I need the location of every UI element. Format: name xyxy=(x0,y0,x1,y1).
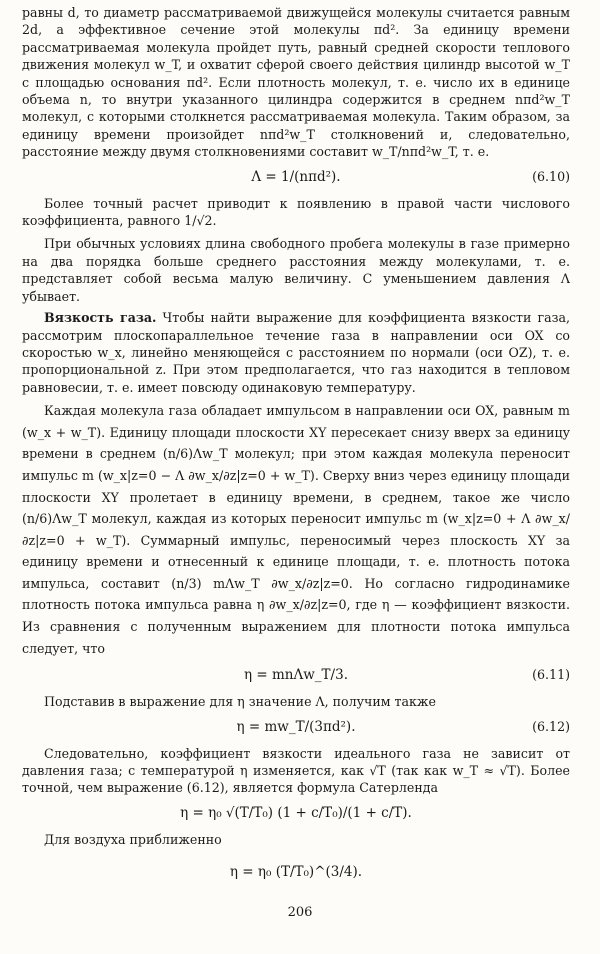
paragraph-2: Более точный расчет приводит к появлению в правой части числового коэффициента, равного 1/√2. xyxy=(22,195,570,229)
paragraph-7: Следовательно, коэффициент вязкости идеального газа не зависит от давления газа; с температурой η изменяется, как √T (так как w_T ≈ √T). Более точной, чем выражение (6.12), является формула Сатерленда xyxy=(22,745,570,796)
paragraph-1: равны d, то диаметр рассматриваемой движущейся молекулы считается равным 2d, а эффективное сечение этой молекулы πd². За единицу времени рассматриваемая молекула пройдет путь, равный средней скорости теплового движения молекул w_T, и охватит сферой своего действия цилиндр высотой w_T с площадью основания πd². Если плотность молекул, т. е. число их в единице объема n, то внутри указанного цилиндра содержится в среднем nπd²w_T молекул, с которыми столкнется рассматриваемая молекула. Таким образом, за единицу времени произойдет nπd²w_T столкновений и, следовательно, расстояние между двумя столкновениями составит w_T/nπd²w_T, т. е. xyxy=(22,5,570,160)
page-number: 206 xyxy=(287,905,313,920)
section-title: Вязкость газа. xyxy=(44,310,157,326)
paragraph-3: При обычных условиях длина свободного пробега молекулы в газе примерно на два порядка больше среднего расстояния между молекулами, т. е. представляет собой весьма малую величину. С уменьшением давления Λ убывает. xyxy=(22,236,570,304)
equation-sutherland xyxy=(22,801,570,825)
paragraph-4 xyxy=(22,309,570,396)
equation-formula: η = η₀ (T/T₀)^(3/4). xyxy=(229,864,363,881)
paragraph-4-text: Чтобы найти выражение для коэффициента вязкости газа, рассмотрим плоскопараллельное течение газа в направлении оси OX со скоростью w_x, линейно меняющейся с расстоянием по нормали (оси OZ), т. е. пропорциональной z. При этом предполагается, что газ находится в тепловом равновесии, т. е. имеет повсюду одинаковую температуру. xyxy=(22,310,570,395)
equation-formula: η = mnΛw_T/3. xyxy=(244,667,348,684)
equation-air xyxy=(22,860,570,884)
paragraph-5: Каждая молекула газа обладает импульсом в направлении оси OX, равным m (w_x + w_T). Единицу площади плоскости XY пересекает снизу вверх за единицу времени в среднем (n/6)Λw_T молекул; при этом каждая молекула переносит импульс m (w_x|z=0 − Λ ∂w_x/∂z|z=0 + w_T). Сверху вниз через единицу площади плоскости XY пролетает в единицу времени, в среднем, такое же число (n/6)Λw_T молекул, каждая из которых переносит импульс m (w_x|z=0 + Λ ∂w_x/∂z|z=0 + w_T). Суммарный импульс, переносимый через плоскость XY за единицу времени и отнесенный к единице площади, т. е. плотность потока импульса, составит (n/3) mΛw_T ∂w_x/∂z|z=0. Но согласно гидродинамике плотность потока импульса равна η ∂w_x/∂z|z=0, где η — коэффициент вязкости. Из сравнения с полученным выражением для плотности потока импульса следует, что xyxy=(22,403,570,656)
equation-number: (6.12) xyxy=(532,718,570,734)
equation-6-11 xyxy=(22,663,570,687)
equation-formula: η = η₀ √(T/T₀) (1 + c/T₀)/(1 + c/T). xyxy=(180,804,412,821)
paragraph-6: Подставив в выражение для η значение Λ, получим также xyxy=(44,694,436,710)
equation-6-12 xyxy=(22,715,570,739)
equation-number: (6.10) xyxy=(532,168,570,184)
equation-formula: η = mw_T/(3πd²). xyxy=(236,718,356,735)
equation-formula: Λ = 1/(nπd²). xyxy=(251,168,341,185)
equation-number: (6.11) xyxy=(532,667,570,683)
equation-6-10 xyxy=(22,165,570,189)
paragraph-8: Для воздуха приближенно xyxy=(44,831,222,847)
